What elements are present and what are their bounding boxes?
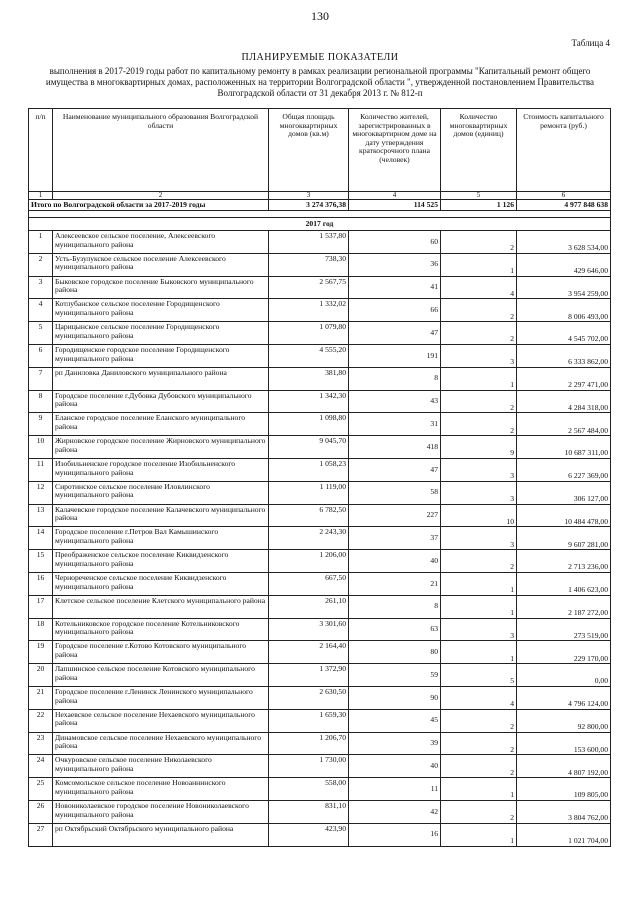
area-value: 423,90 bbox=[269, 823, 349, 846]
area-value: 667,50 bbox=[269, 572, 349, 595]
area-value: 2 630,50 bbox=[269, 686, 349, 709]
area-value: 1 058,23 bbox=[269, 458, 349, 481]
table-row bbox=[29, 322, 611, 345]
area-value: 1 537,80 bbox=[269, 231, 349, 254]
cost-value: 306 127,00 bbox=[517, 481, 611, 504]
municipality-name: Городское поселение г.Котово Котовского муниципального района bbox=[53, 641, 269, 664]
row-number: 14 bbox=[29, 527, 53, 550]
row-number: 5 bbox=[29, 322, 53, 345]
table-row bbox=[29, 504, 611, 527]
residents-value: 42 bbox=[349, 800, 441, 823]
header-cell-houses: Количество многоквартирных домов (единиц) bbox=[441, 109, 517, 192]
total-residents: 114 525 bbox=[349, 200, 441, 211]
houses-value: 2 bbox=[441, 413, 517, 436]
page-number: 130 bbox=[311, 9, 329, 23]
residents-value: 21 bbox=[349, 572, 441, 595]
residents-value: 36 bbox=[349, 253, 441, 276]
municipality-name: Изобильненское городское поселение Изобильненского муниципального района bbox=[53, 458, 269, 481]
area-value: 2 164,40 bbox=[269, 641, 349, 664]
cost-value: 9 607 281,00 bbox=[517, 527, 611, 550]
area-value: 1 372,90 bbox=[269, 664, 349, 687]
cost-value: 4 807 192,00 bbox=[517, 755, 611, 778]
table-label: Таблица 4 bbox=[571, 38, 610, 48]
houses-value: 4 bbox=[441, 686, 517, 709]
cost-value: 4 284 318,00 bbox=[517, 390, 611, 413]
table-row bbox=[29, 572, 611, 595]
municipality-name: Городское поселение г.Ленинск Ленинского муниципального района bbox=[53, 686, 269, 709]
area-value: 1 206,70 bbox=[269, 732, 349, 755]
year-label: 2017 год bbox=[29, 218, 611, 231]
residents-value: 40 bbox=[349, 550, 441, 573]
table-row bbox=[29, 664, 611, 687]
residents-value: 39 bbox=[349, 732, 441, 755]
row-number: 1 bbox=[29, 231, 53, 254]
municipality-name: Алексеевское сельское поселение, Алексеевского муниципального района bbox=[53, 231, 269, 254]
table-row bbox=[29, 686, 611, 709]
houses-value: 2 bbox=[441, 709, 517, 732]
houses-value: 3 bbox=[441, 344, 517, 367]
municipality-name: Клетское сельское поселение Клетского муниципального района bbox=[53, 595, 269, 618]
municipality-name: Быковское городское поселение Быковского муниципального района bbox=[53, 276, 269, 299]
spacer-row bbox=[29, 211, 611, 218]
cost-value: 2 713 236,00 bbox=[517, 550, 611, 573]
houses-value: 5 bbox=[441, 664, 517, 687]
area-value: 2 567,75 bbox=[269, 276, 349, 299]
total-area: 3 274 376,38 bbox=[269, 200, 349, 211]
header-row bbox=[29, 109, 611, 192]
houses-value: 1 bbox=[441, 778, 517, 801]
municipality-name: Царицынское сельское поселение Городищенского муниципального района bbox=[53, 322, 269, 345]
cost-value: 429 646,00 bbox=[517, 253, 611, 276]
table-row bbox=[29, 276, 611, 299]
houses-value: 3 bbox=[441, 527, 517, 550]
column-number: 3 bbox=[269, 192, 349, 200]
table-row bbox=[29, 778, 611, 801]
table-row bbox=[29, 823, 611, 846]
municipality-name: Калачевское городское поселение Калачевского муниципального района bbox=[53, 504, 269, 527]
row-number: 22 bbox=[29, 709, 53, 732]
header-cell-number: п/п bbox=[29, 109, 53, 192]
municipality-name: Жирновское городское поселение Жирновского муниципального района bbox=[53, 436, 269, 459]
houses-value: 2 bbox=[441, 550, 517, 573]
cost-value: 1 406 623,00 bbox=[517, 572, 611, 595]
row-number: 23 bbox=[29, 732, 53, 755]
area-value: 381,80 bbox=[269, 367, 349, 390]
table-row bbox=[29, 550, 611, 573]
table-row bbox=[29, 253, 611, 276]
cost-value: 6 227 369,00 bbox=[517, 458, 611, 481]
row-number: 7 bbox=[29, 367, 53, 390]
municipality-name: рп Октябрьский Октябрьского муниципального района bbox=[53, 823, 269, 846]
table-row bbox=[29, 641, 611, 664]
cost-value: 92 800,00 bbox=[517, 709, 611, 732]
document-title: ПЛАНИРУЕМЫЕ ПОКАЗАТЕЛИ bbox=[241, 52, 399, 63]
cost-value: 4 545 702,00 bbox=[517, 322, 611, 345]
residents-value: 11 bbox=[349, 778, 441, 801]
residents-value: 8 bbox=[349, 367, 441, 390]
area-value: 2 243,30 bbox=[269, 527, 349, 550]
houses-value: 2 bbox=[441, 800, 517, 823]
houses-value: 9 bbox=[441, 436, 517, 459]
cost-value: 10 687 311,00 bbox=[517, 436, 611, 459]
area-value: 1 098,80 bbox=[269, 413, 349, 436]
table-row bbox=[29, 800, 611, 823]
residents-value: 31 bbox=[349, 413, 441, 436]
row-number: 19 bbox=[29, 641, 53, 664]
row-number: 13 bbox=[29, 504, 53, 527]
residents-value: 8 bbox=[349, 595, 441, 618]
area-value: 1 342,30 bbox=[269, 390, 349, 413]
houses-value: 2 bbox=[441, 231, 517, 254]
document-subtitle: выполнения в 2017-2019 годы работ по капитальному ремонту в рамках реализации региональной программы "Капитальный ремонт общего имущества в многоквартирных домах, расположенных на территории Волгоградской области ", утвержденной постановлением Правительства Волгоградской области от 31 декабря 2013 г. № 812-п bbox=[45, 66, 595, 98]
cost-value: 153 600,00 bbox=[517, 732, 611, 755]
table-row bbox=[29, 709, 611, 732]
residents-value: 90 bbox=[349, 686, 441, 709]
houses-value: 2 bbox=[441, 390, 517, 413]
municipality-name: Городское поселение г.Петров Вал Камышинского муниципального района bbox=[53, 527, 269, 550]
residents-value: 47 bbox=[349, 458, 441, 481]
area-value: 1 332,02 bbox=[269, 299, 349, 322]
table-row bbox=[29, 618, 611, 641]
area-value: 831,10 bbox=[269, 800, 349, 823]
municipality-name: Лапшинское сельское поселение Котовского муниципального района bbox=[53, 664, 269, 687]
row-number: 6 bbox=[29, 344, 53, 367]
area-value: 6 782,50 bbox=[269, 504, 349, 527]
houses-value: 1 bbox=[441, 595, 517, 618]
area-value: 1 659,30 bbox=[269, 709, 349, 732]
houses-value: 3 bbox=[441, 458, 517, 481]
header-cell-cost: Стоимость капитального ремонта (руб.) bbox=[517, 109, 611, 192]
municipality-name: Котельниковское городское поселение Котельниковского муниципального района bbox=[53, 618, 269, 641]
table-row bbox=[29, 458, 611, 481]
houses-value: 3 bbox=[441, 618, 517, 641]
row-number: 27 bbox=[29, 823, 53, 846]
residents-value: 60 bbox=[349, 231, 441, 254]
municipality-name: Городищенское городское поселение Городищенского муниципального района bbox=[53, 344, 269, 367]
residents-value: 40 bbox=[349, 755, 441, 778]
table-row bbox=[29, 390, 611, 413]
area-value: 9 045,70 bbox=[269, 436, 349, 459]
indicators-table bbox=[28, 108, 611, 847]
row-number: 4 bbox=[29, 299, 53, 322]
column-number: 4 bbox=[349, 192, 441, 200]
row-number: 17 bbox=[29, 595, 53, 618]
cost-value: 273 519,00 bbox=[517, 618, 611, 641]
municipality-name: Котлубанское сельское поселение Городищенского муниципального района bbox=[53, 299, 269, 322]
municipality-name: Сиротинское сельское поселение Иловлинского муниципального района bbox=[53, 481, 269, 504]
row-number: 10 bbox=[29, 436, 53, 459]
municipality-name: Усть-Бузулукское сельское поселение Алексеевского муниципального района bbox=[53, 253, 269, 276]
municipality-name: рп Даниловка Даниловского муниципального района bbox=[53, 367, 269, 390]
table-row bbox=[29, 755, 611, 778]
row-number: 24 bbox=[29, 755, 53, 778]
total-label: Итого по Волгоградской области за 2017-2019 годы bbox=[29, 200, 269, 211]
area-value: 4 555,20 bbox=[269, 344, 349, 367]
area-value: 1 119,00 bbox=[269, 481, 349, 504]
table-row bbox=[29, 595, 611, 618]
column-number: 1 bbox=[29, 192, 53, 200]
houses-value: 1 bbox=[441, 367, 517, 390]
residents-value: 63 bbox=[349, 618, 441, 641]
total-row bbox=[29, 200, 611, 211]
houses-value: 1 bbox=[441, 641, 517, 664]
municipality-name: Новониколаевское городское поселение Новониколаевского муниципального района bbox=[53, 800, 269, 823]
area-value: 1 079,80 bbox=[269, 322, 349, 345]
year-row bbox=[29, 218, 611, 231]
municipality-name: Динамовское сельское поселение Нехаевского муниципального района bbox=[53, 732, 269, 755]
row-number: 2 bbox=[29, 253, 53, 276]
houses-value: 10 bbox=[441, 504, 517, 527]
cost-value: 6 333 862,00 bbox=[517, 344, 611, 367]
municipality-name: Чернореченское сельское поселение Киквидзенского муниципального района bbox=[53, 572, 269, 595]
spacer-cell bbox=[29, 211, 611, 218]
table-row bbox=[29, 344, 611, 367]
houses-value: 1 bbox=[441, 823, 517, 846]
row-number: 26 bbox=[29, 800, 53, 823]
municipality-name: Комсомольское сельское поселение Новоаннинского муниципального района bbox=[53, 778, 269, 801]
table-row bbox=[29, 527, 611, 550]
cost-value: 109 805,00 bbox=[517, 778, 611, 801]
cost-value: 10 484 478,00 bbox=[517, 504, 611, 527]
municipality-name: Еланское городское поселение Еланского муниципального района bbox=[53, 413, 269, 436]
cost-value: 0,00 bbox=[517, 664, 611, 687]
municipality-name: Очкуровское сельское поселение Николаевского муниципального района bbox=[53, 755, 269, 778]
cost-value: 2 297 471,00 bbox=[517, 367, 611, 390]
cost-value: 2 567 484,00 bbox=[517, 413, 611, 436]
houses-value: 2 bbox=[441, 755, 517, 778]
houses-value: 3 bbox=[441, 481, 517, 504]
table-row bbox=[29, 481, 611, 504]
residents-value: 58 bbox=[349, 481, 441, 504]
residents-value: 41 bbox=[349, 276, 441, 299]
houses-value: 2 bbox=[441, 732, 517, 755]
cost-value: 4 796 124,00 bbox=[517, 686, 611, 709]
residents-value: 16 bbox=[349, 823, 441, 846]
row-number: 21 bbox=[29, 686, 53, 709]
header-cell-area: Общая площадь многоквартирных домов (кв.м) bbox=[269, 109, 349, 192]
area-value: 738,30 bbox=[269, 253, 349, 276]
houses-value: 4 bbox=[441, 276, 517, 299]
table-row bbox=[29, 231, 611, 254]
cost-value: 2 187 272,00 bbox=[517, 595, 611, 618]
residents-value: 37 bbox=[349, 527, 441, 550]
column-number: 2 bbox=[53, 192, 269, 200]
municipality-name: Городское поселение г.Дубовка Дубовского муниципального района bbox=[53, 390, 269, 413]
header-cell-residents: Количество жителей, зарегистрированных в многоквартирном доме на дату утверждения краткосрочного плана (человек) bbox=[349, 109, 441, 192]
houses-value: 1 bbox=[441, 572, 517, 595]
area-value: 1 730,00 bbox=[269, 755, 349, 778]
area-value: 558,00 bbox=[269, 778, 349, 801]
table-row bbox=[29, 413, 611, 436]
row-number: 20 bbox=[29, 664, 53, 687]
row-number: 16 bbox=[29, 572, 53, 595]
row-number: 18 bbox=[29, 618, 53, 641]
row-number: 12 bbox=[29, 481, 53, 504]
cost-value: 229 170,00 bbox=[517, 641, 611, 664]
houses-value: 1 bbox=[441, 253, 517, 276]
area-value: 1 206,00 bbox=[269, 550, 349, 573]
column-number: 5 bbox=[441, 192, 517, 200]
area-value: 261,10 bbox=[269, 595, 349, 618]
houses-value: 2 bbox=[441, 299, 517, 322]
total-houses: 1 126 bbox=[441, 200, 517, 211]
residents-value: 80 bbox=[349, 641, 441, 664]
residents-value: 227 bbox=[349, 504, 441, 527]
cost-value: 3 804 762,00 bbox=[517, 800, 611, 823]
total-cost: 4 977 848 638 bbox=[517, 200, 611, 211]
column-number-row bbox=[29, 192, 611, 200]
municipality-name: Нехаевское сельское поселение Нехаевского муниципального района bbox=[53, 709, 269, 732]
row-number: 25 bbox=[29, 778, 53, 801]
residents-value: 59 bbox=[349, 664, 441, 687]
row-number: 3 bbox=[29, 276, 53, 299]
residents-value: 45 bbox=[349, 709, 441, 732]
residents-value: 191 bbox=[349, 344, 441, 367]
houses-value: 2 bbox=[441, 322, 517, 345]
cost-value: 8 006 493,00 bbox=[517, 299, 611, 322]
table-row bbox=[29, 367, 611, 390]
table-row bbox=[29, 299, 611, 322]
table-row bbox=[29, 436, 611, 459]
cost-value: 3 628 534,00 bbox=[517, 231, 611, 254]
residents-value: 418 bbox=[349, 436, 441, 459]
residents-value: 43 bbox=[349, 390, 441, 413]
municipality-name: Преображенское сельское поселение Киквидзенского муниципального района bbox=[53, 550, 269, 573]
cost-value: 3 954 259,00 bbox=[517, 276, 611, 299]
area-value: 3 301,60 bbox=[269, 618, 349, 641]
residents-value: 47 bbox=[349, 322, 441, 345]
table-row bbox=[29, 732, 611, 755]
header-cell-municipality: Наименование муниципального образования Волгоградской области bbox=[53, 109, 269, 192]
row-number: 8 bbox=[29, 390, 53, 413]
row-number: 15 bbox=[29, 550, 53, 573]
column-number: 6 bbox=[517, 192, 611, 200]
row-number: 9 bbox=[29, 413, 53, 436]
residents-value: 66 bbox=[349, 299, 441, 322]
row-number: 11 bbox=[29, 458, 53, 481]
cost-value: 1 021 704,00 bbox=[517, 823, 611, 846]
